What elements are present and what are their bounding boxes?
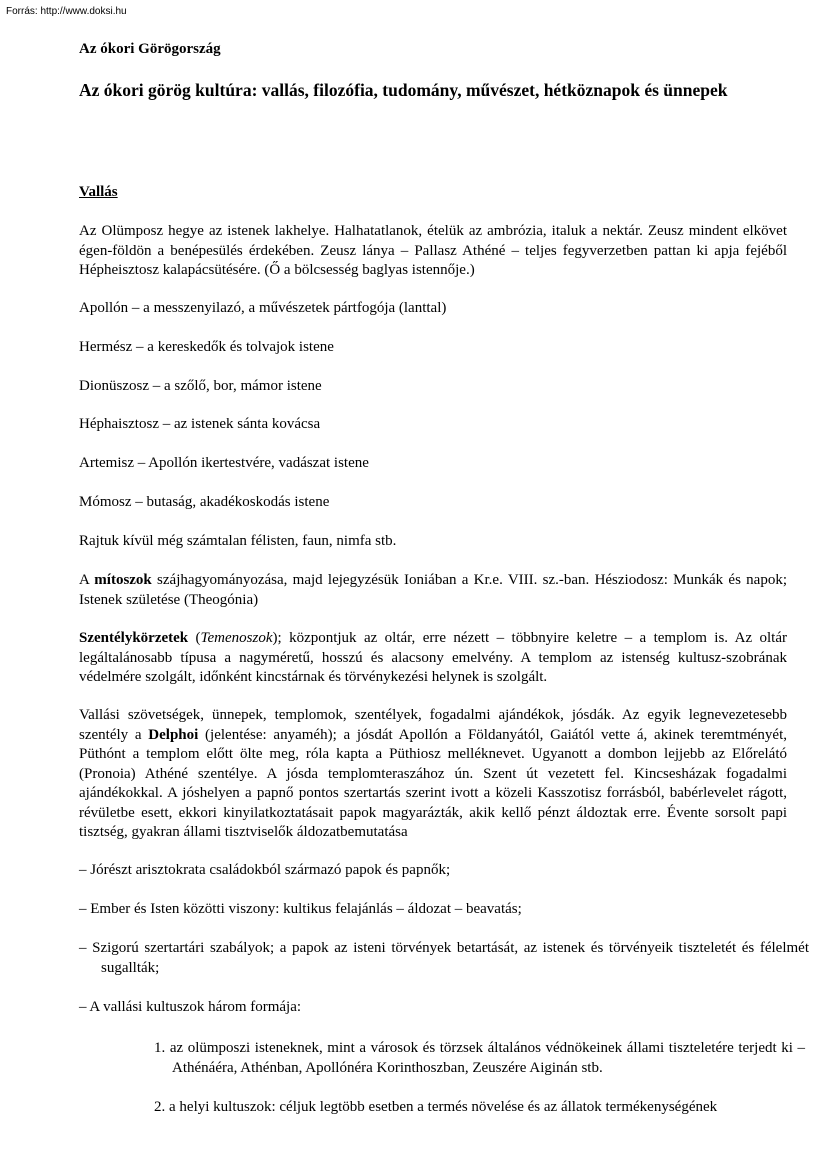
bullet-item: – Jórészt arisztokrata családokból származó papok és papnők; bbox=[79, 862, 451, 878]
section-heading: Vallás bbox=[79, 184, 118, 200]
temple-paragraph bbox=[79, 629, 787, 688]
numbered-item: 1. az olümposzi isteneknek, mint a városok és törzsek általános védnökeinek állami tiszteletére terjedt ki – Athénáéra, Athénban, Apollónéra Korinthoszban, Zeuszére Aiginán stb. bbox=[154, 1040, 805, 1076]
temple-greek-term: Temenoszok bbox=[200, 630, 273, 646]
god-hephaistos: Héphaisztosz – az istenek sánta kovácsa bbox=[79, 416, 321, 432]
temple-term: Szentélykörzetek bbox=[79, 630, 189, 646]
temple-text: ); központjuk az oltár, erre nézett – többnyire keletre – a templom is. Az oltár legáltalánosabb típusa a nagyméretű, hosszú és alacsony emelvény. A templom az istenség kultusz-szobrának védelmére szolgált, időnként kincstárnak és törvénykezési helynek is szolgált. bbox=[79, 630, 788, 685]
myths-term: mítoszok bbox=[94, 572, 152, 588]
god-momos: Mómosz – butaság, akadékoskodás istene bbox=[79, 494, 330, 510]
numbered-item: 2. a helyi kultuszok: céljuk legtöbb esetben a termés növelése és az állatok termékenységének bbox=[154, 1099, 718, 1115]
bullet-item: – Ember és Isten közötti viszony: kultikus felajánlás – áldozat – beavatás; bbox=[79, 901, 522, 917]
god-artemis: Artemisz – Apollón ikertestvére, vadászat istene bbox=[79, 455, 369, 471]
god-dionysos: Dionüszosz – a szőlő, bor, mámor istene bbox=[79, 378, 322, 394]
god-apollon: Apollón – a messzenyilazó, a művészetek pártfogója (lanttal) bbox=[79, 300, 447, 316]
document-title: Az ókori Görögország bbox=[79, 41, 221, 57]
myths-text: szájhagyományozása, majd lejegyzésük Ioniában a Kr.e. VIII. sz.-ban. Hésziodosz: Munkák és napok; Istenek születése (Theogónia) bbox=[79, 572, 787, 608]
delphoi-lead: Vallási szövetségek, ünnepek, templomok, szentélyek, fogadalmi ajándékok, jósdák. Az egyik legnevezetesebb szentély a bbox=[79, 707, 787, 743]
delphoi-term: Delphoi bbox=[148, 726, 199, 743]
delphoi-text: (jelentése: anyaméh); a jósdát Apollón a Földanyától, Gaiától vette á, akinek teremtményét, Püthónt a templom előtt ölte meg, róla kapta a Püthiosz melléknevet. Ugyanott a dombon lejjebb az Előrelátó (Pronoia) Athéné szentélye. A jósda templomteraszához ún. Szent út vezetett fel. Kincsesházak fogadalmi ajándékokkal. A jóshelyen a papnő pontos szertartás szerint ivott a közeli Kasszotisz forrásból, babérlevelet rágott, révületbe esett, ekkori kinyilatkoztatásait papok magyarázták, akik kellő pénzt áldoztak erre. Évente sorsolt papi tisztség, gyakran állami tisztviselők áldozatbemutatása bbox=[79, 726, 787, 840]
temple-paren: ( bbox=[188, 630, 201, 646]
myths-lead: A bbox=[79, 572, 95, 588]
myths-paragraph bbox=[79, 571, 787, 610]
source-label: Forrás: http://www.doksi.hu bbox=[6, 6, 127, 17]
delphoi-paragraph bbox=[79, 706, 787, 843]
other-deities: Rajtuk kívül még számtalan félisten, faun, nimfa stb. bbox=[79, 533, 397, 549]
intro-paragraph: Az Olümposz hegye az istenek lakhelye. Halhatatlanok, ételük az ambrózia, italuk a nektár. Zeusz mindent elkövet égen-földön a benépesülés érdekében. Zeusz lánya – Pallasz Athéné – teljes fegyverzetben pattan ki apja fejéből Hépheisztosz kalapácsütésére. (Ő a bölcsesség baglyas istennője.) bbox=[79, 223, 787, 278]
bullet-item: – A vallási kultuszok három formája: bbox=[79, 999, 302, 1015]
bullet-item: – Szigorú szertartári szabályok; a papok az isteni törvények betartását, az istenek és törvényeik tiszteletét és félelmét sugallták; bbox=[79, 940, 809, 976]
document-subtitle: Az ókori görög kultúra: vallás, filozófia, tudomány, művészet, hétköznapok és ünnepek bbox=[79, 80, 728, 100]
god-hermes: Hermész – a kereskedők és tolvajok istene bbox=[79, 339, 334, 355]
